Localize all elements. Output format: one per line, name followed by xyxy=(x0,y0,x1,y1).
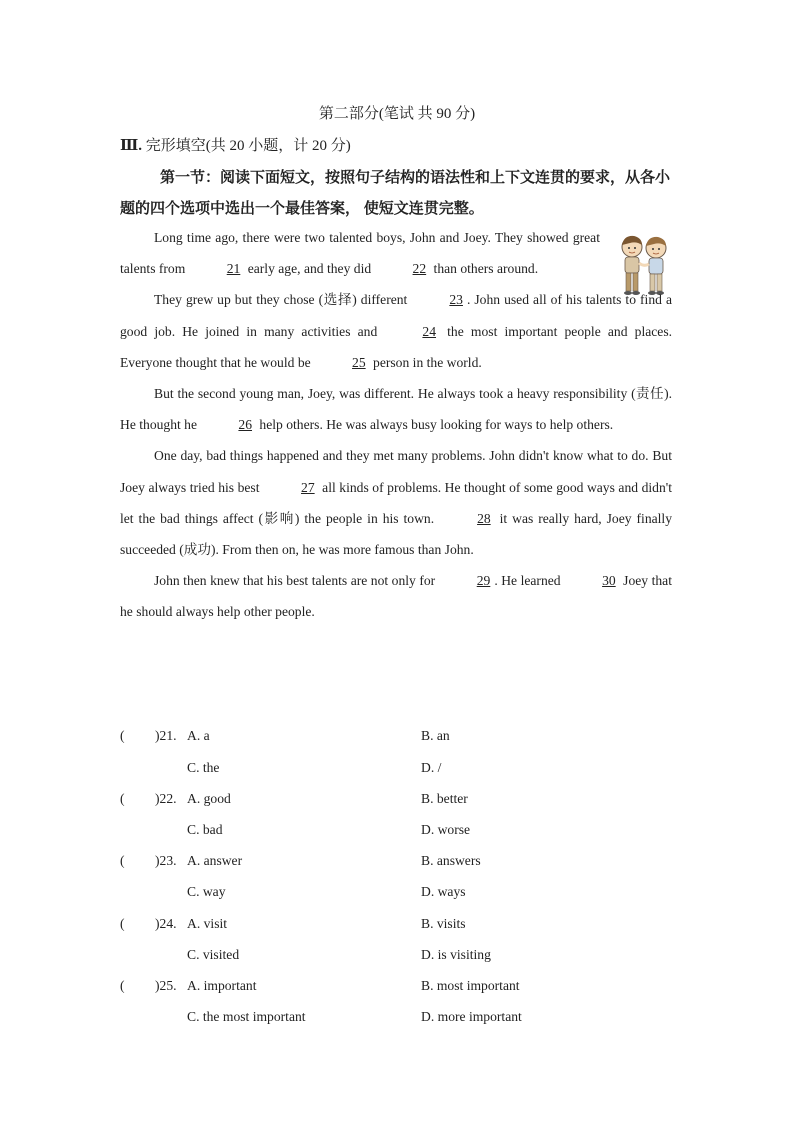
instruction-text: 第一节：阅读下面短文，按照句子结构的语法性和上下文连贯的要求，从各小题的四个选项中选出一个最佳答案， 使短文连贯完整。 xyxy=(120,170,671,217)
blank-28: 28 xyxy=(477,510,491,526)
option-d[interactable]: D. more important xyxy=(421,1009,522,1024)
paragraph-5 xyxy=(120,565,672,627)
passage-text: all kinds of problems. He thought of some good ways and didn't let the bad things affect (影响) the people in his town. xyxy=(120,479,672,526)
option-b[interactable]: B. answers xyxy=(421,853,481,868)
option-a[interactable]: A. answer xyxy=(187,853,243,868)
option-d[interactable]: D. worse xyxy=(421,822,471,837)
answer-paren[interactable]: ( xyxy=(120,728,125,743)
option-a[interactable]: A. a xyxy=(187,728,210,743)
passage-text: it was really hard, Joey finally succeeded (成功). From then on, he was more famous than John. xyxy=(120,510,672,558)
blank-29: 29 xyxy=(476,573,491,589)
option-c[interactable]: C. bad xyxy=(187,822,223,837)
passage-text: They grew up but they chose (选择) different xyxy=(154,292,412,308)
blank-27: 27 xyxy=(301,479,315,495)
question-number: )24. xyxy=(155,916,177,931)
passage-text: John then knew that his best talents are not only for xyxy=(154,573,439,589)
page-title: 第二部分(笔试 共 90 分) xyxy=(318,106,476,122)
answer-paren[interactable]: ( xyxy=(120,791,125,806)
passage-text: . John used all of his talents to find a good job. He joined in many activities and xyxy=(120,292,672,339)
option-b[interactable]: B. most important xyxy=(421,978,520,993)
option-c[interactable]: C. way xyxy=(187,884,226,899)
section-number: Ⅲ. xyxy=(120,138,143,154)
passage-text: person in the world. xyxy=(369,354,482,370)
passage-text: Joey that he should always help other people. xyxy=(120,573,672,620)
blank-22: 22 xyxy=(412,261,427,277)
option-b[interactable]: B. better xyxy=(421,791,468,806)
section-label: 完形填空(共 20 小题，计 20 分) xyxy=(145,138,351,154)
passage-text: Long time ago, there were two talented boys, John and Joey. They showed great talents from xyxy=(120,230,600,277)
blank-30: 30 xyxy=(602,573,616,589)
blank-21: 21 xyxy=(226,261,241,277)
option-c[interactable]: C. the xyxy=(187,760,220,775)
passage-text: than others around. xyxy=(430,261,539,277)
option-a[interactable]: A. good xyxy=(187,791,231,806)
question-number: )21. xyxy=(155,728,177,743)
passage-text: the most important people and places. Everyone thought that he would be xyxy=(120,323,673,370)
blank-24: 24 xyxy=(422,323,437,339)
passage-text: early age, and they did xyxy=(244,261,375,277)
answer-paren[interactable]: ( xyxy=(120,978,125,993)
blank-26: 26 xyxy=(238,417,253,433)
answer-paren[interactable]: ( xyxy=(120,853,125,868)
question-number: )22. xyxy=(155,791,177,806)
blank-25: 25 xyxy=(352,354,366,370)
option-b[interactable]: B. an xyxy=(421,728,450,743)
blank-23: 23 xyxy=(449,292,463,308)
paragraph-3 xyxy=(120,378,672,440)
question-number: )25. xyxy=(155,978,177,993)
option-d[interactable]: D. is visiting xyxy=(421,947,491,962)
paragraph-1 xyxy=(120,222,600,284)
option-c[interactable]: C. visited xyxy=(187,947,240,962)
paragraph-4 xyxy=(120,440,672,565)
passage-text: help others. He was always busy looking for ways to help others. xyxy=(256,417,614,433)
option-a[interactable]: A. visit xyxy=(187,916,228,931)
answer-paren[interactable]: ( xyxy=(120,916,125,931)
paragraph-2 xyxy=(120,284,672,378)
option-d[interactable]: D. / xyxy=(421,760,442,775)
option-b[interactable]: B. visits xyxy=(421,916,466,931)
passage-text: But the second young man, Joey, was different. He always took a heavy responsibility (责任). He thought he xyxy=(120,386,672,433)
passage xyxy=(120,222,672,628)
passage-text: One day, bad things happened and they met many problems. John didn't know what to do. But Joey always tried his best xyxy=(120,448,672,495)
passage-text: . He learned xyxy=(494,573,565,589)
option-a[interactable]: A. important xyxy=(187,978,257,993)
section-heading xyxy=(120,134,351,155)
option-d[interactable]: D. ways xyxy=(421,884,466,899)
option-c[interactable]: C. the most important xyxy=(187,1009,306,1024)
question-number: )23. xyxy=(155,853,177,868)
